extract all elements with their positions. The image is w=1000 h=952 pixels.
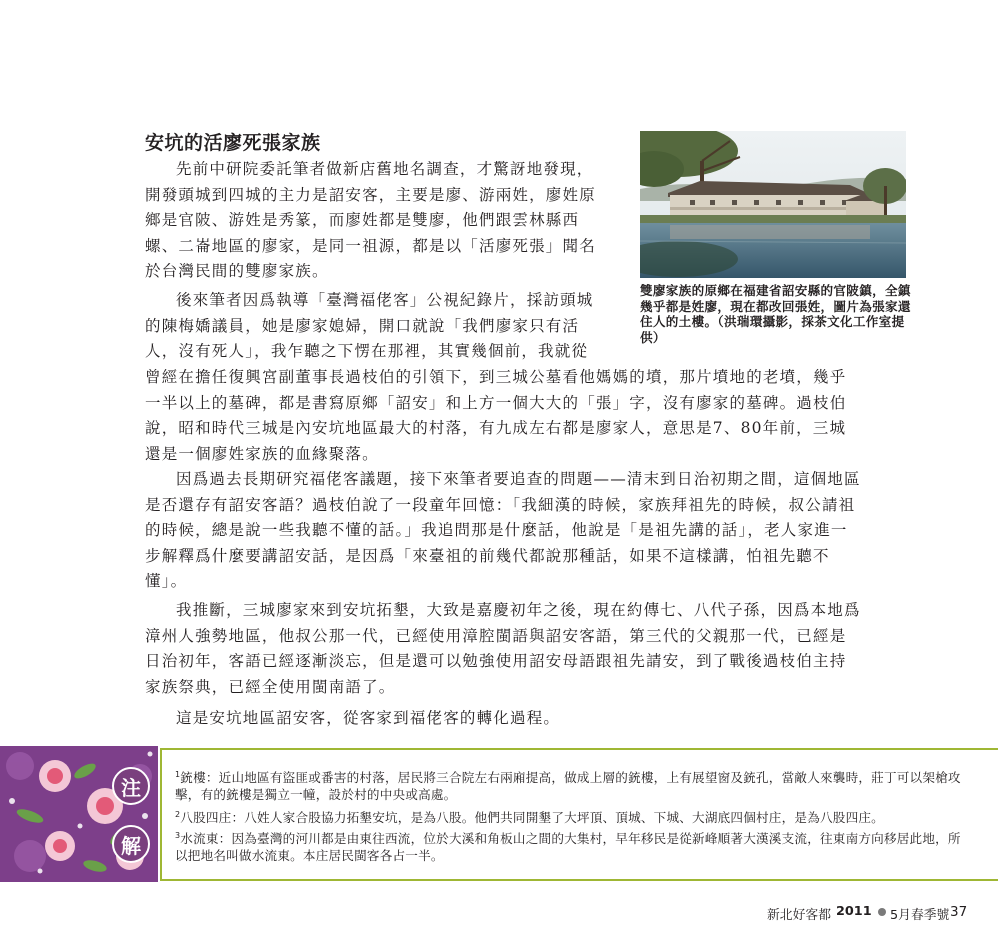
footer-year: 2011 [836, 904, 872, 919]
article-heading: 安坑的活廖死張家族 [145, 132, 321, 154]
page-number: 37 [950, 904, 968, 920]
article-paragraph-2b: 曾經在擔任復興宮副董事長過枝伯的引領下，到三城公墓看他媽媽的墳，那片墳地的老墳，幾乎一半以上的墓碑，都是書寫原鄉「詔安」和上方一個大大的「張」字，沒有廖家的墓碑。過枝伯說，昭和時代三城是內安坑地區最大的村落，有九成左右都是廖家人，意思是7、80年前，三城還是一個廖姓家族的血緣聚落。 [145, 368, 847, 463]
photo-caption: 雙廖家族的原鄉在福建省詔安縣的官陂鎮，全鎮幾乎都是姓廖，現在都改回張姓，圖片為張家還住人的土樓。（洪瑞環攝影，採茶文化工作室提供） [640, 283, 911, 345]
article-paragraph-5: 這是安坑地區詔安客，從客家到福佬客的轉化過程。 [176, 709, 561, 727]
article-paragraph-4: 我推斷，三城廖家來到安坑拓墾，大致是嘉慶初年之後，現在約傳七、八代子孫，因爲本地爲漳州人強勢地區，他叔公那一代，已經使用漳腔閩語與詔安客語，第三代的父親那一代，已經是日治初年，客語已經逐漸淡忘，但是還可以勉強使用詔安母語跟祖先請安，到了戰後過枝伯主持家族祭典，已經全使用閩南語了。 [145, 601, 861, 696]
article-paragraph-2a: 後來筆者因爲執導「臺灣福佬客」公視紀錄片，採訪頭城的陳梅嬌議員，她是廖家媳婦，開口就說「我們廖家只有活人，沒有死人」，我乍聽之下愣在那裡，其實幾個前，我就從 [145, 291, 594, 361]
note-item-3: $^3$水流東：因為臺灣的河川都是由東往西流，位於大溪和角板山之間的大集村，早年移民是從新峰順著大漢溪支流，往東南方向移居此地，所以把地名叫做水流東。本庄居民閩客各占一半。 [175, 831, 961, 864]
note-item-1: $^1$銃樓：近山地區有盜匪或番害的村落，居民將三合院左右兩廂提高，做成上層的銃樓，上有展望窗及銃孔，當敵人來襲時，莊丁可以架槍攻擊，有的銃樓是獨立一幢，設於村的中央或高處。 [175, 770, 961, 803]
article-paragraph-1: 先前中研院委託筆者做新店舊地名調查，才驚訝地發現，開發頭城到四城的主力是詔安客，主要是廖、游兩姓，廖姓原鄉是官陂、游姓是秀篆，而廖姓都是雙廖，他們跟雲林縣西螺、二崙地區的廖家，是同一祖源，都是以「活廖死張」聞名於台灣民間的雙廖家族。 [145, 160, 596, 281]
article-paragraph-3: 因爲過去長期研究福佬客議題，接下來筆者要追查的問題——清末到日治初期之間，這個地區是否還存有詔安客語？過枝伯說了一段童年回憶：「我細漢的時候，家族拜祖先的時候，叔公請祖的時候，總是說一些我聽不懂的話。」我追問那是什麼話，他說是「是祖先講的話」，老人家進一步解釋爲什麼要講詔安話，是因爲「來臺祖的前幾代都說那種話，如果不這樣講，怕祖先聽不懂」。 [145, 470, 861, 591]
tulou-photo [640, 131, 906, 278]
footer-issue: 5月春季號 [890, 908, 950, 923]
note-badge-top: 注 [112, 767, 150, 805]
footer-dot [878, 908, 886, 916]
note-item-2: $^2$八股四庄：八姓人家合股協力拓墾安坑，是為八股。他們共同開墾了大坪頂、頂城、下城、大湖底四個村庄，是為八股四庄。 [175, 810, 884, 826]
note-badge-bottom: 解 [112, 825, 150, 863]
footer-magazine: 新北好客都 [767, 908, 831, 923]
